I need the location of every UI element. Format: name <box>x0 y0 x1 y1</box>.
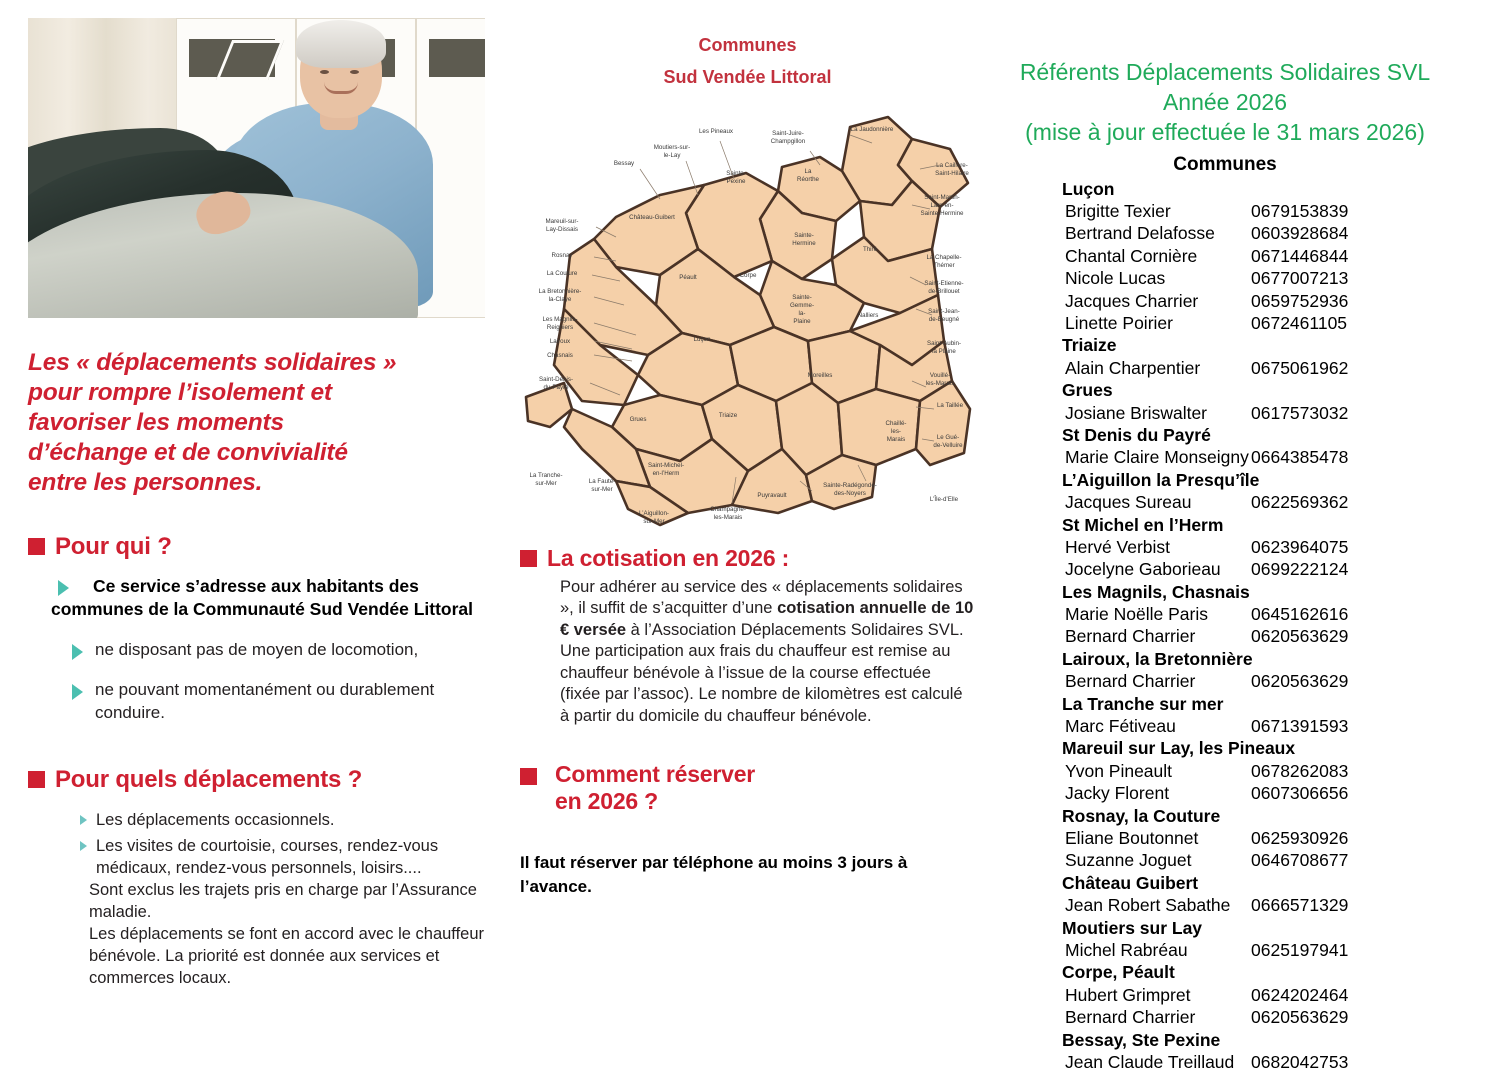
referent-name: Hubert Grimpret <box>1065 984 1191 1005</box>
map-label: Sainte- <box>792 294 812 301</box>
referent-row <box>975 558 1475 580</box>
section-cotisation <box>520 545 975 727</box>
tagline-line: pour rompre l’isolement et <box>28 378 332 406</box>
map-label: Champgillon <box>770 138 806 145</box>
tagline-line: entre les personnes. <box>28 468 263 496</box>
referent-row <box>975 200 1475 222</box>
reserver-heading-line2: en 2026 ? <box>555 788 659 815</box>
referent-name: Eliane Boutonnet <box>1065 828 1199 848</box>
map-label: Marais <box>886 436 906 443</box>
commune-group-heading: Moutiers sur Lay <box>1062 917 1203 938</box>
referent-name: Marie Noëlle Paris <box>1065 604 1208 625</box>
map-label: Saint-Hilaire <box>935 170 969 177</box>
referent-name: Suzanne Joguet <box>1065 850 1192 871</box>
map-label: Hermine <box>792 240 816 247</box>
map-label: sur-Mer <box>591 486 613 493</box>
red-square-bullet-icon <box>28 538 45 555</box>
referent-row <box>975 446 1475 468</box>
referent-row <box>975 849 1475 871</box>
referent-name: Nicole Lucas <box>1065 268 1166 289</box>
referent-name: Linette Poirier <box>1065 313 1173 334</box>
right-column <box>975 58 1475 1073</box>
map-label: de-Velluire <box>933 442 963 449</box>
map-label: Lay-Dissais <box>546 226 578 233</box>
photo-volunteer-driver <box>28 18 485 318</box>
map-label: Sainte- <box>726 170 746 177</box>
map-label: La Couture <box>546 270 578 277</box>
commune-group-heading: St Michel en l’Herm <box>1062 514 1224 535</box>
map-label: la-Claye <box>548 296 572 303</box>
map-title-line1: Communes <box>698 35 797 55</box>
map-label: Gemme- <box>789 302 815 309</box>
map-label: Chasnais <box>547 352 573 359</box>
map-label: Saint-Martin- <box>924 194 960 201</box>
map-label: Thiré <box>862 246 878 253</box>
referent-row <box>975 312 1475 334</box>
map-title <box>520 30 975 93</box>
map-label: Saint-Jean- <box>928 308 960 315</box>
map-label: Château-Guibert <box>629 214 675 221</box>
map-label: Saint-Denis- <box>538 376 574 383</box>
map-label: sur-Mer <box>535 480 557 487</box>
referent-name: Hervé Verbist <box>1065 536 1171 557</box>
tagline <box>28 348 498 497</box>
referent-phone[interactable]: 0603928684 <box>1251 223 1349 244</box>
teal-triangle-bullet-icon <box>72 684 83 700</box>
referent-phone[interactable]: 0620563629 <box>1251 671 1349 692</box>
referents-title-line2: Année 2026 <box>1162 88 1288 115</box>
map-label: Triaize <box>718 412 738 419</box>
referent-name: Jacky Florent <box>1065 783 1170 804</box>
map-title-line2: Sud Vendée Littoral <box>663 66 832 87</box>
map-label: le-Lay <box>663 152 681 159</box>
map-label: Moutiers-sur- <box>653 144 691 151</box>
map-label: Lars-en- <box>930 202 954 209</box>
person-eye <box>320 70 329 74</box>
map-label: sur-Mer <box>643 518 665 525</box>
map-label: Rosnay <box>551 252 573 259</box>
map-label: Champagné- <box>710 506 746 513</box>
map-label: Grues <box>629 416 647 423</box>
referent-phone[interactable]: 0624202464 <box>1251 984 1349 1005</box>
section-heading-lines <box>555 761 755 815</box>
commune-group-heading: La Tranche sur mer <box>1062 693 1224 714</box>
referent-name: Yvon Pineault <box>1065 760 1173 781</box>
referent-phone[interactable]: 0678262083 <box>1251 760 1349 781</box>
map-label: Le Gué- <box>936 434 960 441</box>
pour-qui-bullet-text: ne disposant pas de moyen de locomotion, <box>95 639 419 659</box>
map-label: de-Beugné <box>928 316 960 323</box>
teal-triangle-bullet-icon <box>72 644 83 660</box>
referent-name: Alain Charpentier <box>1065 357 1201 378</box>
referents-title-line1: Référents Déplacements Solidaires SVL <box>1019 59 1431 85</box>
red-square-bullet-icon <box>520 768 537 785</box>
map-label: les- <box>891 428 901 435</box>
section-heading-label: La cotisation en 2026 : <box>547 545 790 571</box>
referent-name: Josiane Briswalter <box>1065 402 1207 423</box>
commune-group-heading: Château Guibert <box>1062 872 1199 893</box>
pour-qui-bullet <box>28 679 498 724</box>
referent-phone[interactable]: 0682042753 <box>1251 1051 1349 1072</box>
pour-qui-lead-row <box>28 575 498 621</box>
map-label: Mareuil-sur- <box>545 218 579 225</box>
contact-list <box>975 178 1475 1073</box>
referent-phone[interactable]: 0666571329 <box>1251 895 1349 916</box>
referent-phone[interactable]: 0620563629 <box>1251 626 1349 647</box>
commune-group-heading: Corpe, Péault <box>1062 962 1175 983</box>
map-communes-sud-vendee-littoral <box>520 109 975 529</box>
referent-phone[interactable]: 0699222124 <box>1251 559 1349 580</box>
map-label: en-l’Herm <box>652 470 680 477</box>
referent-row <box>975 827 1475 849</box>
referent-name: Jean Robert Sabathe <box>1065 895 1231 916</box>
commune-group-heading: L’Aiguillon la Presqu’île <box>1062 469 1260 490</box>
tagline-line: Les « déplacements solidaires » <box>28 349 397 376</box>
commune-group-heading: Mareuil sur Lay, les Pineaux <box>1062 738 1296 759</box>
tagline-line: favoriser les moments <box>28 408 284 436</box>
deplacements-note: Les déplacements se font en accord avec le chauffeur bénévole. La priorité est donnée aux services et commerces locaux. <box>89 924 485 987</box>
map-label: les-Marais <box>713 514 743 521</box>
cotisation-p1-part3: à l’Association Déplacements Solidaires SVL. <box>626 620 964 639</box>
map-label: Plaine <box>793 318 811 325</box>
map-label: Lairoux <box>549 338 571 345</box>
referent-row <box>975 715 1475 737</box>
map-label: La <box>804 168 812 175</box>
person-eye <box>350 70 359 74</box>
referent-name: Jacques Charrier <box>1065 290 1199 311</box>
reserver-note: Il faut réserver par téléphone au moins 3 jours à l’avance. <box>520 853 908 896</box>
referents-title <box>975 58 1475 148</box>
referent-name: Jocelyne Gaborieau <box>1065 559 1221 580</box>
map-label: de-Brillouet <box>928 288 960 295</box>
referent-phone[interactable]: 0672461105 <box>1251 313 1348 334</box>
section-heading-pour-quels-deplacements <box>28 766 498 794</box>
map-label: Vouillé- <box>929 372 951 379</box>
referent-phone[interactable]: 0671391593 <box>1251 716 1349 737</box>
referent-phone[interactable]: 0622569362 <box>1251 492 1349 513</box>
commune-group-heading: Bessay, Ste Pexine <box>1062 1029 1221 1050</box>
map-label: La Taillée <box>936 402 964 409</box>
map-label: Nalliers <box>857 312 879 319</box>
map-label: Réorthe <box>796 176 820 183</box>
referent-row <box>975 625 1475 647</box>
section-heading-pour-qui <box>28 533 498 561</box>
commune-group-heading: Les Magnils, Chasnais <box>1062 581 1250 602</box>
map-label: Corpe <box>739 272 757 279</box>
map-label: Les Magnils- <box>542 316 578 323</box>
map-label: Puyravault <box>757 492 787 499</box>
referents-title-line3: (mise à jour effectuée le 31 mars 2026) <box>1025 118 1425 145</box>
reserver-heading-line1: Comment réserver <box>555 761 756 788</box>
referent-row <box>975 760 1475 782</box>
map-label: L’Île-d’Elle <box>929 496 959 503</box>
referent-row <box>975 357 1475 379</box>
deplacements-bullet-text: Les déplacements occasionnels. <box>96 811 335 830</box>
referent-row <box>975 670 1475 692</box>
referent-row <box>975 491 1475 513</box>
referent-row <box>975 782 1475 804</box>
referent-phone[interactable]: 0679153839 <box>1251 201 1349 222</box>
referent-row <box>975 603 1475 625</box>
commune-group-heading: St Denis du Payré <box>1062 424 1211 445</box>
section-heading-comment-reserver <box>520 761 975 815</box>
referent-name: Marie Claire Monseigny <box>1065 447 1249 468</box>
map-label: Saint-Juire- <box>772 130 804 137</box>
map-label: La Tranche- <box>529 472 563 479</box>
referent-phone[interactable]: 0617573032 <box>1251 402 1349 423</box>
referent-name: Jacques Sureau <box>1065 492 1192 513</box>
referent-phone[interactable]: 0623964075 <box>1251 536 1349 557</box>
map-label: Reigniers <box>546 324 574 331</box>
section-heading-cotisation <box>520 545 975 572</box>
tagline-line: d’échange et de convivialité <box>28 438 348 466</box>
map-label: Chaillé- <box>885 420 907 427</box>
cotisation-paragraph-2: Une participation aux frais du chauffeur est remise au chauffeur bénévole à l’issue de la course effectuée (fixée par l’assoc). Le nombre de kilomètres est calculé à partir du domicile du chauffeur bénévole. <box>560 642 963 725</box>
referent-phone[interactable]: 0607306656 <box>1251 783 1349 804</box>
referent-row <box>975 984 1475 1006</box>
referent-row <box>975 245 1475 267</box>
cotisation-p1-bold: cotisation annuelle de 10 € versée <box>560 599 974 639</box>
map-label: Luçon <box>693 336 711 343</box>
map-label: Bessay <box>613 160 635 167</box>
map-label: Saint-Aubin- <box>926 340 962 347</box>
map-label: La Faute- <box>588 478 616 485</box>
map-label: Sainte- <box>794 232 814 239</box>
referent-name: Bernard Charrier <box>1065 626 1196 647</box>
referent-name: Jean Claude Treillaud <box>1065 1051 1235 1072</box>
map-label: L’Aiguillon- <box>639 510 669 517</box>
referent-name: Marc Fétiveau <box>1065 716 1176 737</box>
map-label: La Chapelle- <box>926 254 962 261</box>
deplacements-note: Sont exclus les trajets pris en charge par l’Assurance maladie. <box>89 881 477 921</box>
map-label: Les Pineaux <box>698 128 734 135</box>
referent-name: Chantal Cornière <box>1065 245 1198 266</box>
map-label: la- <box>798 310 806 317</box>
referent-phone[interactable]: 0625197941 <box>1251 939 1349 960</box>
commune-group-heading: Rosnay, la Couture <box>1062 805 1221 826</box>
map-label: des-Noyers <box>834 490 866 497</box>
left-column <box>28 18 498 990</box>
map-label: Pexine <box>726 178 746 185</box>
teal-arrow-bullet-icon <box>80 841 87 851</box>
map-label: La Bretonnière- <box>538 288 582 295</box>
cotisation-body <box>520 577 975 727</box>
referent-name: Bernard Charrier <box>1065 1007 1196 1028</box>
referent-row <box>975 267 1475 289</box>
deplacements-bullet-text: Les visites de courtoisie, courses, rendez-vous médicaux, rendez-vous personnels, loisirs.... <box>96 837 439 878</box>
map-label: du-Payré <box>543 384 569 391</box>
section-heading-label: Pour qui ? <box>55 533 172 561</box>
person-hair <box>296 20 386 68</box>
referent-row <box>975 1051 1475 1073</box>
referent-row <box>975 290 1475 312</box>
referent-row <box>975 536 1475 558</box>
deplacements-bullet <box>28 810 498 832</box>
map-label: Moreilles <box>807 372 833 379</box>
commune-group-heading: Lairoux, la Bretonnière <box>1062 648 1253 669</box>
referent-phone[interactable]: 0664385478 <box>1251 447 1349 468</box>
map-svg <box>520 109 975 529</box>
referent-name: Brigitte Texier <box>1065 201 1171 222</box>
referent-name: Bertrand Delafosse <box>1065 223 1215 244</box>
referent-phone[interactable]: 0671446844 <box>1251 245 1349 266</box>
referent-phone[interactable]: 0677007213 <box>1251 268 1349 289</box>
referent-phone[interactable]: 0675061962 <box>1251 357 1349 378</box>
referent-row <box>975 894 1475 916</box>
section-reserver <box>520 761 975 899</box>
cotisation-p1-part1: Pour adhérer au service des « déplacements solidaires », il suffit de s’acquitter d’une <box>560 578 963 618</box>
red-square-bullet-icon <box>28 771 45 788</box>
pour-qui-bullet-text: ne pouvant momentanément ou durablement conduire. <box>95 680 435 722</box>
map-label: La Caillère- <box>936 162 968 169</box>
referent-phone[interactable]: 0620563629 <box>1251 1007 1349 1028</box>
map-label: Thémer <box>933 262 955 269</box>
referent-row <box>975 1006 1475 1028</box>
referent-phone[interactable]: 0645162616 <box>1251 604 1349 625</box>
map-label: La Jaudonnière <box>850 126 894 133</box>
garage-window <box>426 36 485 80</box>
commune-group-heading: Luçon <box>1062 178 1115 199</box>
map-label: Péault <box>679 274 697 281</box>
pour-qui-bullet <box>28 639 498 661</box>
map-label: Saint-Michel- <box>647 462 685 469</box>
red-square-bullet-icon <box>520 550 537 567</box>
referent-phone[interactable]: 0659752936 <box>1251 290 1349 311</box>
cotisation-paragraph-1 <box>560 577 975 641</box>
referent-phone[interactable]: 0625930926 <box>1251 828 1349 848</box>
map-label: les-Marais <box>925 380 955 387</box>
commune-group-heading: Triaize <box>1062 335 1117 356</box>
commune-group-heading: Grues <box>1062 380 1113 401</box>
map-label: Sainte-Hermine <box>920 210 964 217</box>
referent-row <box>975 402 1475 424</box>
middle-column <box>520 30 975 899</box>
referent-row <box>975 222 1475 244</box>
referent-row <box>975 939 1475 961</box>
referent-phone[interactable]: 0646708677 <box>1251 850 1349 871</box>
referent-name: Bernard Charrier <box>1065 671 1196 692</box>
teal-arrow-bullet-icon <box>80 815 87 825</box>
map-label: la Plaine <box>932 348 956 355</box>
referent-name: Michel Rabréau <box>1065 939 1188 960</box>
communes-column-header: Communes <box>1173 153 1277 175</box>
section-heading-label: Pour quels déplacements ? <box>55 766 363 794</box>
map-label: Sainte-Radégonde- <box>823 482 877 489</box>
map-label: Saint-Etienne- <box>924 280 964 287</box>
pour-qui-lead-text: Ce service s’adresse aux habitants des communes de la Communauté Sud Vendée Littoral <box>51 576 474 620</box>
deplacements-bullet <box>28 836 498 880</box>
